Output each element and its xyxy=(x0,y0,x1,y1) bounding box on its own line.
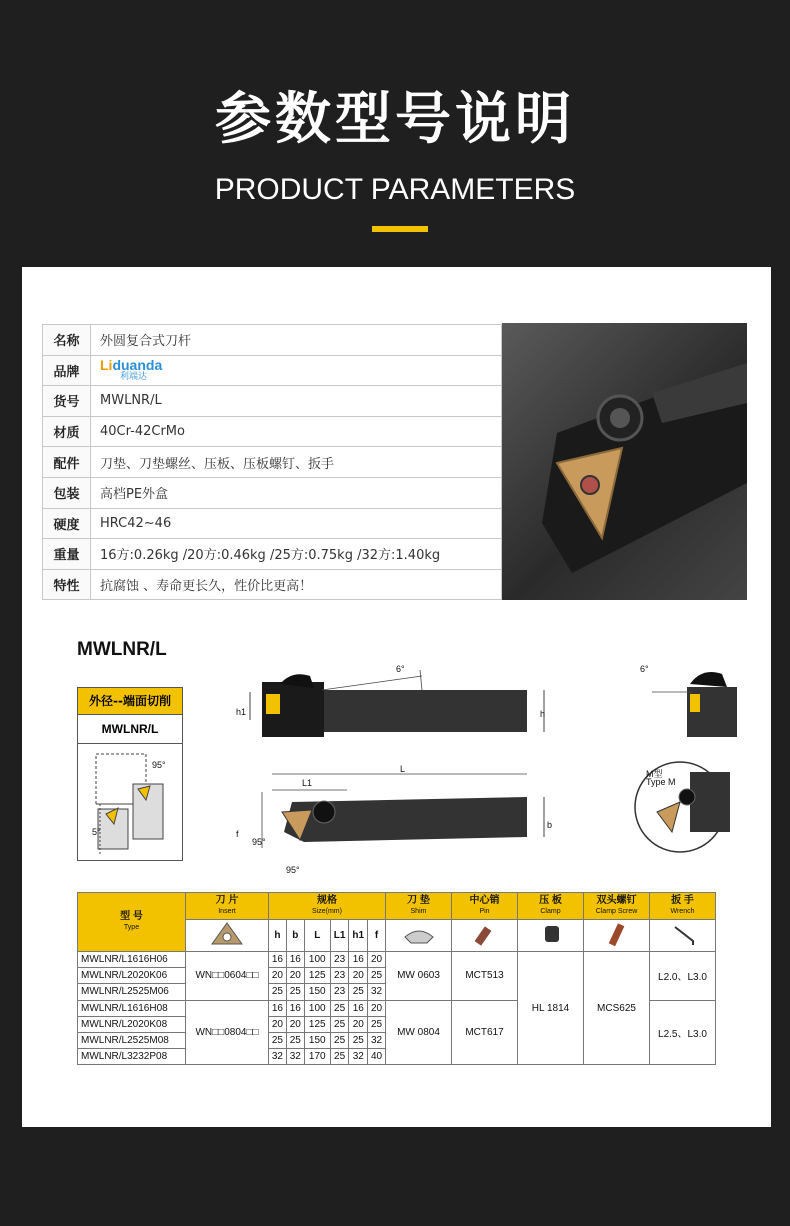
page-title-en: PRODUCT PARAMETERS xyxy=(214,173,576,206)
screw-image xyxy=(584,920,650,952)
content-card: 名称 外圆复合式刀杆 品牌 Liduanda 利端达 货号 MWLNR/L 材质 40Cr-42CrMo 配件 刀垫、刀垫螺丝、压板、压板螺钉、扳手 包装 高档PE外盒 硬度 HRC42~46 重量 16方:0.26kg /20方:0.46kg /25方:0.75kg /32方:1.40kg 特性 抗腐蚀 、寿命更长久，性价比更高！ MWLNR/L 外径--端面切削 MWLNR/L 95° 5° 6° 6° h1 h L1 L f b 95° 95° M型 Type M 型 号 Type 刀 片 Insert 规格 Size(mm) 刀 垫 Shim 中心销 Pin 压 板 Clamp 双头螺钉 Clamp Screw 扳 手 Wrench h b L L1 h1 f MWLNR/L1616H06 WN□□0604□□ 16 16 100 23 16 20 MW 0603 MCT513 HL 1814 MCS625 L2.0、L3.0 MWLNR/L2020K06 20 20 125 23 20 25 MWLNR/L2525M06 25 25 150 23 25 32 MWLNR/L1616H08 WN□□0804□□ 16 16 100 25 16 20 MW 0804 MCT617 L2.5、L3.0 MWLNR/L2020K08 20 20 125 25 20 25 MWLNR/L2525M08 25 25 150 25 25 32 MWLNR/L3232P08 32 32 170 25 32 40 xyxy=(22,267,771,1127)
title-underline xyxy=(372,226,428,232)
spec-row: 包装 高档PE外盒 xyxy=(43,477,502,508)
drawing-model: MWLNR/L xyxy=(77,639,167,660)
page-title-cn: 参数型号说明 xyxy=(215,87,575,152)
parameter-table: 型 号 Type 刀 片 Insert 规格 Size(mm) 刀 垫 Shim 中心销 Pin 压 板 Clamp 双头螺钉 Clamp Screw 扳 手 Wrench h b L L1 h1 f MWLNR/L1616H06 WN□□0604□□ 16 16 100 23 16 20 MW 0603 MCT513 HL 1814 MCS625 L2.0、L3.0 MWLNR/L2020K06 20 20 125 23 20 25 MWLNR/L2525M06 25 25 150 23 25 32 MWLNR/L1616H08 WN□□0804□□ 16 16 100 25 16 20 MW 0804 MCT617 L2.5、L3.0 MWLNR/L2020K08 20 20 125 25 20 25 MWLNR/L2525M08 25 25 150 25 25 32 MWLNR/L3232P08 32 32 170 25 32 40 xyxy=(77,892,716,1065)
pin-image xyxy=(452,920,518,952)
product-photo xyxy=(502,323,747,600)
spec-row: 名称 外圆复合式刀杆 xyxy=(43,325,502,356)
insert-image xyxy=(186,920,269,952)
spec-table xyxy=(42,324,502,600)
spec-row: 品牌 Liduanda 利端达 xyxy=(43,355,502,386)
spec-row: 货号 MWLNR/L xyxy=(43,386,502,417)
spec-row: 材质 40Cr-42CrMo xyxy=(43,416,502,447)
wrench-image xyxy=(650,920,716,952)
spec-row: 硬度 HRC42~46 xyxy=(43,508,502,539)
spec-row: 特性 抗腐蚀 、寿命更长久，性价比更高！ xyxy=(43,569,502,600)
shim-image xyxy=(386,920,452,952)
spec-row: 配件 刀垫、刀垫螺丝、压板、压板螺钉、扳手 xyxy=(43,447,502,478)
clamp-image xyxy=(518,920,584,952)
cutting-diagram xyxy=(78,744,182,860)
spec-row: 重量 16方:0.26kg /20方:0.46kg /25方:0.75kg /32方:1.40kg xyxy=(43,539,502,570)
brand-logo: Liduanda 利端达 xyxy=(91,355,502,386)
cutting-type-box: 外径--端面切削 MWLNR/L xyxy=(77,687,183,861)
technical-drawing xyxy=(222,662,762,857)
